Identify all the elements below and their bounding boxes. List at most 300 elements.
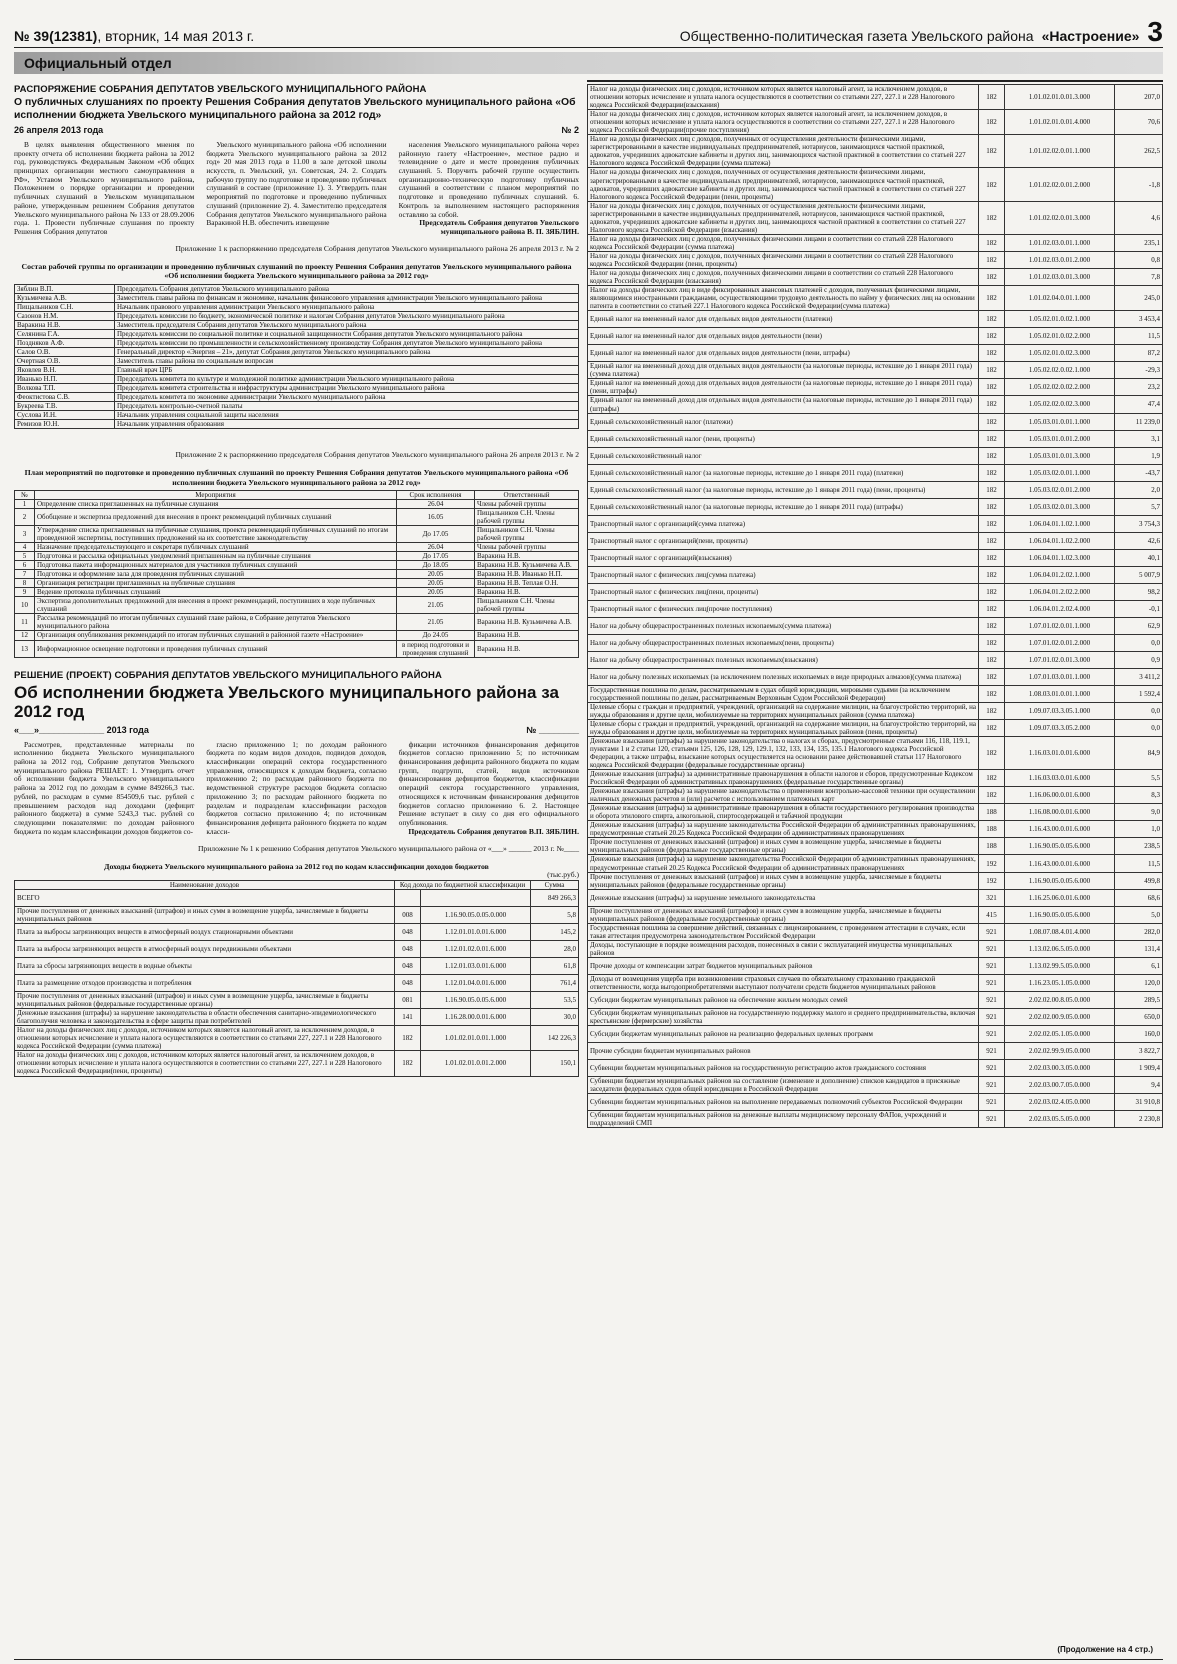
revenue-sum: 5,8 bbox=[531, 906, 579, 923]
admin-code: 141 bbox=[395, 1009, 421, 1026]
admin-code: 182 bbox=[979, 345, 1005, 362]
revenue-name: Денежные взыскания (штрафы) за нарушение законодательства о применении контрольно-кассовой техники при осуществлении наличных денежных расчетов и (или) расчетов с использованием платежных карт bbox=[588, 787, 979, 804]
revenue-code: 1.16.90.05.0.05.0.000 bbox=[421, 906, 531, 923]
revenue-sum: 3 453,4 bbox=[1115, 311, 1163, 328]
plan-deadline: 20.05 bbox=[397, 579, 475, 588]
member-name: Букреева Т.В. bbox=[15, 402, 115, 411]
admin-code: 182 bbox=[979, 464, 1005, 481]
revenue-sum: 40,1 bbox=[1115, 549, 1163, 566]
member-name: Кузьмичева А.В. bbox=[15, 293, 115, 302]
plan-responsible: Варакина Н.В. bbox=[475, 552, 579, 561]
member-row bbox=[15, 402, 579, 411]
revenue-code: 1.16.28.00.0.01.6.000 bbox=[421, 1009, 531, 1026]
member-row bbox=[15, 347, 579, 356]
revenue-name: Налог на доходы физических лиц с доходов, источником которых является налоговый агент, за исключением доходов, в отношении которых исчисление и уплата налога осуществляются в соответствии со статьями 227, 227.1 и 228 Налогового кодекса Российской Федерации (сумма платежа) bbox=[15, 1026, 395, 1051]
revenue-sum: 0,0 bbox=[1115, 702, 1163, 719]
revenue-name: Единый налог на вмененный налог для отдельных видов деятельности (пени) bbox=[588, 328, 979, 345]
revenue-code: 1.12.01.03.0.01.6.000 bbox=[421, 958, 531, 975]
revenue-code: 1.01.02.03.0.01.1.000 bbox=[1005, 234, 1115, 251]
revenue-sum: 150,1 bbox=[531, 1051, 579, 1076]
revenue-sum: 5 007,9 bbox=[1115, 566, 1163, 583]
revenue-name: Целевые сборы с граждан и предприятий, учреждений, организаций на содержание милиции, на благоустройство территорий, на нужды образования и другие цели, мобилизуемые на территориях муниципальных районов (пени, проценты) bbox=[588, 719, 979, 736]
revenue-code: 1.07.01.02.0.01.1.000 bbox=[1005, 617, 1115, 634]
plan-num: 2 bbox=[15, 508, 35, 525]
revenue-sum: -1,8 bbox=[1115, 168, 1163, 201]
admin-code: 182 bbox=[979, 702, 1005, 719]
revenue-name: Налог на добычу общераспространенных полезных ископаемых(сумма платежа) bbox=[588, 617, 979, 634]
order-col-1 bbox=[14, 141, 194, 238]
decision-col-1 bbox=[14, 741, 194, 837]
revenue-sum: 131,4 bbox=[1115, 940, 1163, 957]
revenue-code: 1.12.01.04.0.01.6.000 bbox=[421, 975, 531, 992]
plan-deadline: До 18.05 bbox=[397, 561, 475, 570]
revenue-code: 1.01.02.01.0.01.3.000 bbox=[1005, 85, 1115, 110]
plan-num: 13 bbox=[15, 640, 35, 657]
decision-kicker: РЕШЕНИЕ (ПРОЕКТ) СОБРАНИЯ ДЕПУТАТОВ УВЕЛЬСКОГО МУНИЦИПАЛЬНОГО РАЙОНА bbox=[14, 669, 442, 681]
member-row bbox=[15, 411, 579, 420]
order-date: 26 апреля 2013 года bbox=[14, 125, 104, 136]
plan-num: 10 bbox=[15, 597, 35, 614]
member-row bbox=[15, 393, 579, 402]
working-group-table bbox=[14, 284, 579, 430]
revenue-code: 1.01.02.02.0.01.1.000 bbox=[1005, 135, 1115, 168]
revenue-row bbox=[588, 1009, 1163, 1026]
admin-code: 182 bbox=[979, 787, 1005, 804]
plan-event: Организация опубликования рекомендаций по итогам публичных слушаний в районной газете «Настроение» bbox=[35, 631, 397, 640]
member-row bbox=[15, 357, 579, 366]
revenue-sum: 238,5 bbox=[1115, 838, 1163, 855]
issue-date: , вторник, 14 мая 2013 г. bbox=[97, 28, 255, 44]
admin-code: 182 bbox=[979, 328, 1005, 345]
appendix1-title: Состав рабочей группы по организации и проведению публичных слушаний по проекту Решения Собрания депутатов Увельского муниципального района «Об исполнении бюджета Увельского муниципального района за 2012 год» bbox=[21, 262, 572, 281]
revenue-sum: -43,7 bbox=[1115, 464, 1163, 481]
decision-date: «___»_____________ 2013 года bbox=[14, 724, 149, 735]
revenue-name: Субвенции бюджетам муниципальных районов на государственную регистрацию актов гражданского состояния bbox=[588, 1060, 979, 1077]
admin-code: 182 bbox=[979, 110, 1005, 135]
revenue-row bbox=[588, 957, 1163, 974]
admin-code: 188 bbox=[979, 821, 1005, 838]
plan-row bbox=[15, 499, 579, 508]
member-position: Начальник управления социальной защиты населения bbox=[115, 411, 579, 420]
revenue-code: 1.16.06.00.0.01.6.000 bbox=[1005, 787, 1115, 804]
member-row bbox=[15, 366, 579, 375]
revenue-code: 1.01.02.02.0.01.3.000 bbox=[1005, 201, 1115, 234]
plan-row bbox=[15, 561, 579, 570]
decision-number: № ________ bbox=[526, 724, 579, 735]
admin-code: 921 bbox=[979, 1094, 1005, 1111]
member-row bbox=[15, 384, 579, 393]
revenue-sum: 9,4 bbox=[1115, 1077, 1163, 1094]
admin-code: 921 bbox=[979, 923, 1005, 940]
member-position: Председатель комитета по экономике администрации Увельского муниципального района bbox=[115, 393, 579, 402]
plan-event: Организация регистрации приглашенных на публичные слушания bbox=[35, 579, 397, 588]
plan-row bbox=[15, 614, 579, 631]
revenue-name: Налог на доходы физических лиц с доходов, полученных от осуществления деятельности физическими лицами, зарегистрированными в качестве индивидуальных предпринимателей, нотариусов, занимающихся частной практикой, адвокатов, учредивших адвокатские кабинеты и других лиц, занимающихся частной практикой в соответствии со статьей 227 Налогового кодекса Российской Федерации (пени, проценты) bbox=[588, 168, 979, 201]
revenue-code: 1.01.02.01.0.01.1.000 bbox=[421, 1026, 531, 1051]
plan-event: Подготовка и оформление зала для проведения публичных слушаний bbox=[35, 570, 397, 579]
revenue-name: Субвенции бюджетам муниципальных районов на денежные выплаты медицинскому персоналу ФАПов, учреждений и подразделений СМП bbox=[588, 1111, 979, 1128]
revenue-code: 1.16.43.00.0.01.6.000 bbox=[1005, 821, 1115, 838]
order-col-2 bbox=[206, 141, 386, 238]
issue-info bbox=[14, 28, 254, 45]
revenue-row bbox=[588, 110, 1163, 135]
revenue-row bbox=[588, 736, 1163, 769]
admin-code: 321 bbox=[979, 889, 1005, 906]
revenue-table-left bbox=[14, 880, 579, 1077]
total-blank-2 bbox=[421, 889, 531, 906]
admin-code: 415 bbox=[979, 906, 1005, 923]
plan-responsible: Варакина Н.В. Кузьмичева А.В. bbox=[475, 561, 579, 570]
revenue-code: 1.01.02.04.0.01.1.000 bbox=[1005, 286, 1115, 311]
plan-num: 4 bbox=[15, 542, 35, 551]
revenue-code: 2.02.02.00.9.05.0.000 bbox=[1005, 1009, 1115, 1026]
appendix1-heading: Приложение 1 к распоряжению председателя Собрания депутатов Увельского муниципального района 26 апреля 2013 г. № 2 bbox=[175, 244, 579, 254]
revenue-name: Налог на добычу общераспространенных полезных ископаемых(взыскания) bbox=[588, 651, 979, 668]
revenue-sum: 1,9 bbox=[1115, 447, 1163, 464]
revenue-code: 1.09.07.03.3.05.1.000 bbox=[1005, 702, 1115, 719]
revenue-row bbox=[588, 1043, 1163, 1060]
revenue-sum: 0,8 bbox=[1115, 251, 1163, 268]
revenue-sum: 23,2 bbox=[1115, 379, 1163, 396]
revenue-header-sum: Сумма bbox=[531, 880, 579, 889]
revenue-code: 1.05.02.01.0.02.1.000 bbox=[1005, 311, 1115, 328]
revenue-code: 1.09.07.03.3.05.2.000 bbox=[1005, 719, 1115, 736]
revenue-name: Денежные взыскания (штрафы) за нарушение законодательства о налогах и сборах, предусмотренные статьями 116, 118, 119.1, пунктами 1 и 2 статьи 120, статьями 125, 126, 128, 129, 129.1, 132, 133, 134, 135, 135.1 Налогового кодекса Российской Федерации, а также штрафы, взыскание которых осуществляется на основании ранее действовавшей статьи 117 Налогового кодекса Российской Федерации (федеральные государственные органы) bbox=[588, 736, 979, 769]
admin-code: 921 bbox=[979, 1111, 1005, 1128]
revenue-row bbox=[588, 617, 1163, 634]
revenue-header-name: Наименование доходов bbox=[15, 880, 395, 889]
admin-code: 182 bbox=[979, 668, 1005, 685]
bottom-rule bbox=[14, 1659, 1163, 1660]
revenue-name: Единый налог на вмененный доход для отдельных видов деятельности (за налоговые периоды, истекшие до 1 января 2011 года) (штрафы) bbox=[588, 396, 979, 413]
revenue-row bbox=[588, 719, 1163, 736]
plan-responsible: Пищальников С.Н. Члены рабочей группы bbox=[475, 525, 579, 542]
revenue-code: 1.07.01.02.0.01.3.000 bbox=[1005, 651, 1115, 668]
revenue-row bbox=[15, 992, 579, 1009]
revenue-code: 2.02.02.00.8.05.0.000 bbox=[1005, 992, 1115, 1009]
section-title: Официальный отдел bbox=[14, 52, 1163, 74]
member-name: Суслова И.Н. bbox=[15, 411, 115, 420]
revenue-sum: 1 909,4 bbox=[1115, 1060, 1163, 1077]
admin-code: 182 bbox=[979, 549, 1005, 566]
plan-responsible: Варакина Н.В. Теплая О.Н. bbox=[475, 579, 579, 588]
revenue-name: Доходы, поступающие в порядке возмещения расходов, понесенных в связи с эксплуатацией имущества муниципальных районов bbox=[588, 940, 979, 957]
revenue-sum: 0,9 bbox=[1115, 651, 1163, 668]
order-title: О публичных слушаниях по проекту Решения Собрания депутатов Увельского муниципального района «Об исполнении бюджета Увельского муниципального района за 2012 год» bbox=[14, 97, 576, 121]
revenue-code: 1.12.01.01.0.01.6.000 bbox=[421, 924, 531, 941]
plan-responsible: Пищальников С.Н. Члены рабочей группы bbox=[475, 597, 579, 614]
revenue-name: Единый сельскохозяйственный налог (за налоговые периоды, истекшие до 1 января 2011 года) (пени, проценты) bbox=[588, 481, 979, 498]
admin-code: 182 bbox=[979, 135, 1005, 168]
revenue-sum: 9,0 bbox=[1115, 804, 1163, 821]
revenue-sum: 5,5 bbox=[1115, 770, 1163, 787]
revenue-sum: 235,1 bbox=[1115, 234, 1163, 251]
revenue-code: 1.16.90.05.0.05.6.000 bbox=[1005, 838, 1115, 855]
plan-responsible: Члены рабочей группы bbox=[475, 542, 579, 551]
admin-code: 182 bbox=[979, 736, 1005, 769]
revenue-code: 1.16.25.06.0.01.6.000 bbox=[1005, 889, 1115, 906]
revenue-code: 1.08.03.01.0.01.1.000 bbox=[1005, 685, 1115, 702]
plan-num: 9 bbox=[15, 588, 35, 597]
plan-deadline: 26.04 bbox=[397, 542, 475, 551]
revenue-row bbox=[588, 396, 1163, 413]
order-text-3: населения Увельского муниципального района через районную газету «Настроение», местное радио и телевидение о дате и месте проведения публичных слушаний. 5. Поручить рабочей группе осуществить организационно-техническую подготовку публичных слушаний в соответствии с планом мероприятий по подготовке и проведению публичных слушаний. 6. Контроль за выполнением настоящего распоряжения оставляю за собой. bbox=[398, 139, 579, 219]
admin-code: 182 bbox=[979, 566, 1005, 583]
plan-num: 7 bbox=[15, 570, 35, 579]
revenue-code: 1.05.03.02.0.01.3.000 bbox=[1005, 498, 1115, 515]
revenue-header-code: Код дохода по бюджетной классификации bbox=[395, 880, 531, 889]
revenue-code: 1.05.02.02.0.02.2.000 bbox=[1005, 379, 1115, 396]
revenue-row bbox=[588, 1111, 1163, 1128]
revenue-code: 1.12.01.02.0.01.6.000 bbox=[421, 941, 531, 958]
revenue-name: Денежные взыскания (штрафы) за административные правонарушения в области государственного регулирования производства и оборота этилового спирта, алкогольной, спиртосодержащей и табачной продукции bbox=[588, 804, 979, 821]
revenue-row bbox=[15, 941, 579, 958]
revenue-name: Единый налог на вмененный доход для отдельных видов деятельности (за налоговые периоды, истекшие до 1 января 2011 года) (сумма платежа) bbox=[588, 362, 979, 379]
revenue-code: 1.05.03.02.0.01.1.000 bbox=[1005, 464, 1115, 481]
revenue-sum: 47,4 bbox=[1115, 396, 1163, 413]
revenue-name: Прочие поступления от денежных взысканий (штрафов) и иных сумм в возмещение ущерба, зачисляемые в бюджеты муниципальных районов (федеральные государственные органы) bbox=[588, 872, 979, 889]
admin-code: 182 bbox=[979, 269, 1005, 286]
order-text-2: Увельского муниципального района «Об исполнении бюджета Увельского муниципального района за 2012 год» 20 мая 2013 года в 11.00 в зале детской школы искусств, п. Увельский, ул. Советская, 24. 2. Создать рабочую группу по подготовке и проведению публичных слушаний в составе (приложение 1). 3. Утвердить план мероприятий по подготовке и проведению публичных слушаний (приложение 2). 4. Заместителю председателя Собрания депутатов Увельского муниципального района Варакиной Н.В. обеспечить извещение bbox=[206, 139, 387, 228]
revenue-row bbox=[588, 251, 1163, 268]
plan-row bbox=[15, 525, 579, 542]
revenue-row bbox=[588, 787, 1163, 804]
member-row bbox=[15, 284, 579, 293]
admin-code: 921 bbox=[979, 1009, 1005, 1026]
paper-title bbox=[680, 18, 1163, 46]
revenue-row bbox=[588, 515, 1163, 532]
revenue-name: Денежные взыскания (штрафы) за нарушение земельного законодательства bbox=[588, 889, 979, 906]
revenue-row bbox=[588, 269, 1163, 286]
revenue-row bbox=[588, 1060, 1163, 1077]
revenue-code: 1.05.03.02.0.01.2.000 bbox=[1005, 481, 1115, 498]
member-position: Председатель комиссии по социальной политике и социальной защищенности Собрания депутатов Увельского муниципального района bbox=[115, 329, 579, 338]
revenue-row bbox=[588, 345, 1163, 362]
admin-code: 182 bbox=[979, 651, 1005, 668]
revenue-name: Денежные взыскания (штрафы) за нарушение законодательства Российской Федерации об административных правонарушениях, предусмотренные статьей 20.25 Кодекса Российской Федерации об административных правонарушениях bbox=[588, 821, 979, 838]
plan-responsible: Варакина Н.В. Кузьмичева А.В. bbox=[475, 614, 579, 631]
revenue-sum: 3 411,2 bbox=[1115, 668, 1163, 685]
page-number: 3 bbox=[1147, 16, 1163, 47]
revenue-code: 1.16.90.05.0.05.6.000 bbox=[1005, 872, 1115, 889]
revenue-name: Налог на доходы физических лиц с доходов, источником которых является налоговый агент, за исключением доходов, в отношении которых исчисление и уплата налога осуществляются в соответствии со статьями 227, 227.1 и 228 Налогового кодекса Российской Федерации(пени, проценты) bbox=[15, 1051, 395, 1076]
admin-code: 182 bbox=[395, 1026, 421, 1051]
revenue-name: Целевые сборы с граждан и предприятий, учреждений, организаций на содержание милиции, на благоустройство территорий, на нужды образования и другие цели, мобилизуемые на территориях муниципальных районов (сумма платежа) bbox=[588, 702, 979, 719]
plan-header-event: Мероприятия bbox=[35, 490, 397, 499]
revenue-name: Прочие субсидии бюджетам муниципальных районов bbox=[588, 1043, 979, 1060]
revenue-row bbox=[588, 1026, 1163, 1043]
right-top-rule bbox=[587, 80, 1163, 82]
revenue-sum: 87,2 bbox=[1115, 345, 1163, 362]
plan-deadline: До 24.05 bbox=[397, 631, 475, 640]
member-row bbox=[15, 375, 579, 384]
plan-num: 3 bbox=[15, 525, 35, 542]
admin-code: 048 bbox=[395, 975, 421, 992]
member-name: Иванько Н.П. bbox=[15, 375, 115, 384]
admin-code: 182 bbox=[979, 430, 1005, 447]
plan-event: Утверждение списка приглашенных на публичные слушания, проекта рекомендаций публичных слушаний по итогам проведенной экспертизы, поступивших предложений на их соответствие законодательству bbox=[35, 525, 397, 542]
revenue-sum: 61,8 bbox=[531, 958, 579, 975]
order-kicker: РАСПОРЯЖЕНИЕ СОБРАНИЯ ДЕПУТАТОВ УВЕЛЬСКОГО МУНИЦИПАЛЬНОГО РАЙОНА bbox=[14, 84, 427, 95]
revenue-row bbox=[588, 923, 1163, 940]
plan-event: Подготовка и рассылка официальных уведомлений приглашенным на публичные слушания bbox=[35, 552, 397, 561]
admin-code: 182 bbox=[979, 685, 1005, 702]
revenue-sum: 1,0 bbox=[1115, 821, 1163, 838]
revenue-name: Налог на доходы физических лиц с доходов, полученных физическими лицами в соответствии со статьей 228 Налогового кодекса Российской Федерации (пени, проценты) bbox=[588, 251, 979, 268]
member-row bbox=[15, 320, 579, 329]
revenue-code: 1.05.03.01.0.01.2.000 bbox=[1005, 430, 1115, 447]
revenue-row bbox=[588, 328, 1163, 345]
revenue-row bbox=[588, 168, 1163, 201]
member-position: Заместитель главы района по социальным вопросам bbox=[115, 357, 579, 366]
revenue-sum: 2,0 bbox=[1115, 481, 1163, 498]
plan-responsible: Варакина Н.В. bbox=[475, 631, 579, 640]
revenue-row bbox=[588, 906, 1163, 923]
revenue-sum: 53,5 bbox=[531, 992, 579, 1009]
plan-event: Экспертиза дополнительных предложений для внесения в проект рекомендаций, поступивших в ходе публичных слушаний bbox=[35, 597, 397, 614]
revenue-name: Плата за сбросы загрязняющих веществ в водные объекты bbox=[15, 958, 395, 975]
member-row bbox=[15, 338, 579, 347]
plan-row bbox=[15, 552, 579, 561]
admin-code: 182 bbox=[979, 286, 1005, 311]
plan-responsible: Члены рабочей группы bbox=[475, 499, 579, 508]
revenue-sum: 142 226,3 bbox=[531, 1026, 579, 1051]
revenue-name: Субвенции бюджетам муниципальных районов на выполнение передаваемых полномочий субъектов Российской Федерации bbox=[588, 1094, 979, 1111]
plan-deadline: в период подготовки и проведения слушаний bbox=[397, 640, 475, 657]
admin-code: 182 bbox=[979, 447, 1005, 464]
admin-code: 081 bbox=[395, 992, 421, 1009]
plan-deadline: 21.05 bbox=[397, 614, 475, 631]
order-signature: Председатель Собрания депутатов Увельского муниципального района В. П. ЗЯБЛИН. bbox=[419, 218, 579, 237]
admin-code: 182 bbox=[979, 362, 1005, 379]
member-name: Сазонов Н.М. bbox=[15, 311, 115, 320]
revenue-row bbox=[15, 1009, 579, 1026]
revenue-sum: 11 239,0 bbox=[1115, 413, 1163, 430]
revenue-name: Налог на доходы физических лиц с доходов, источником которых является налоговый агент, за исключением доходов, в отношении которых исчисление и уплата налога осуществляются в соответствии со статьями 227, 227.1 и 228 Налогового кодекса Российской Федерации(взыскания) bbox=[588, 85, 979, 110]
order-col-3 bbox=[399, 141, 579, 238]
revenue-sum: 245,0 bbox=[1115, 286, 1163, 311]
revenue-row bbox=[588, 311, 1163, 328]
admin-code: 048 bbox=[395, 958, 421, 975]
revenue-row bbox=[15, 1051, 579, 1076]
revenue-row bbox=[588, 464, 1163, 481]
decision-text-1: Рассмотрев, представленные материалы по исполнению бюджета Увельского муниципального района за 2012 год, Собрание депутатов Увельского муниципального района РЕШАЕТ: 1. Утвердить отчет об исполнении бюджета Увельского муниципального района за 2012 год по доходам в сумме 849266,3 тыс. рублей, по расходам в сумме 854509,6 тыс. рублей с превышением расходов над доходами (дефицит районного бюджета) в сумме 5243,3 тыс. рублей со следующими показателями: по доходам районного бюджета по кодам классификации доходов бюджетов со- bbox=[14, 739, 195, 836]
revenue-row bbox=[588, 85, 1163, 110]
revenue-sum: 4,6 bbox=[1115, 201, 1163, 234]
revenue-row bbox=[588, 135, 1163, 168]
revenue-name: Государственная пошлина за совершение действий, связанных с лицензированием, с проведением аттестации в случаях, если такая аттестация предусмотрена законодательством Российской Федерации bbox=[588, 923, 979, 940]
member-name: Салов О.В. bbox=[15, 347, 115, 356]
revenue-sum: 120,0 bbox=[1115, 974, 1163, 991]
revenue-name: Субсидии бюджетам муниципальных районов на реализацию федеральных целевых программ bbox=[588, 1026, 979, 1043]
plan-header-deadline: Срок исполнения bbox=[397, 490, 475, 499]
revenue-code: 1.05.02.01.0.02.3.000 bbox=[1005, 345, 1115, 362]
member-name: Варакина Н.В. bbox=[15, 320, 115, 329]
plan-num: 8 bbox=[15, 579, 35, 588]
revenue-row bbox=[588, 532, 1163, 549]
revenue-row bbox=[588, 855, 1163, 872]
admin-code: 182 bbox=[979, 251, 1005, 268]
admin-code: 188 bbox=[979, 804, 1005, 821]
order-number: № 2 bbox=[561, 125, 579, 136]
plan-header-responsible: Ответственный bbox=[475, 490, 579, 499]
revenue-code: 1.01.02.03.0.01.2.000 bbox=[1005, 251, 1115, 268]
revenue-code: 1.13.02.99.5.05.0.000 bbox=[1005, 957, 1115, 974]
revenue-row bbox=[15, 906, 579, 923]
member-position: Председатель контрольно-счетной палаты bbox=[115, 402, 579, 411]
revenue-code: 1.07.01.02.0.01.2.000 bbox=[1005, 634, 1115, 651]
revenue-code: 1.16.90.05.0.05.6.000 bbox=[1005, 906, 1115, 923]
revenue-row bbox=[588, 651, 1163, 668]
plan-event: Подготовка пакета информационных материалов для участников публичных слушаний bbox=[35, 561, 397, 570]
decision-col-3 bbox=[399, 741, 579, 837]
member-position: Начальник управления образования bbox=[115, 420, 579, 429]
revenue-code: 1.06.04.01.2.02.1.000 bbox=[1005, 566, 1115, 583]
plan-event: Назначение председательствующего и секретаря публичных слушаний bbox=[35, 542, 397, 551]
revenue-sum: 650,0 bbox=[1115, 1009, 1163, 1026]
admin-code: 182 bbox=[395, 1051, 421, 1076]
member-position: Председатель комиссии по промышленности и сельскохозяйственному производству Собрания депутатов Увельского муниципального района bbox=[115, 338, 579, 347]
revenue-code: 1.05.03.01.0.01.3.000 bbox=[1005, 447, 1115, 464]
revenue-code: 1.06.04.01.2.02.4.000 bbox=[1005, 600, 1115, 617]
revenue-code: 1.05.02.01.0.02.2.000 bbox=[1005, 328, 1115, 345]
revenue-sum: 6,1 bbox=[1115, 957, 1163, 974]
masthead bbox=[14, 18, 1163, 48]
revenue-name: Транспортный налог с организаций(пени, проценты) bbox=[588, 532, 979, 549]
revenue-name: Единый сельскохозяйственный налог (пени, проценты) bbox=[588, 430, 979, 447]
revenue-sum: 42,6 bbox=[1115, 532, 1163, 549]
revenue-code: 1.16.03.01.0.01.6.000 bbox=[1005, 736, 1115, 769]
revenue-sum: 0,0 bbox=[1115, 719, 1163, 736]
revenue-row bbox=[588, 974, 1163, 991]
revenue-row bbox=[588, 379, 1163, 396]
admin-code: 182 bbox=[979, 201, 1005, 234]
right-column bbox=[587, 80, 1163, 1128]
revenue-sum: 70,6 bbox=[1115, 110, 1163, 135]
units-label: (тыс.руб.) bbox=[547, 869, 579, 879]
revenue-table-right bbox=[587, 84, 1163, 1128]
revenue-sum: 5,0 bbox=[1115, 906, 1163, 923]
plan-deadline: 16.05 bbox=[397, 508, 475, 525]
revenue-sum: 62,9 bbox=[1115, 617, 1163, 634]
admin-code: 048 bbox=[395, 941, 421, 958]
revenue-name: Налог на доходы физических лиц с доходов, полученных от осуществления деятельности физическими лицами, зарегистрированными в качестве индивидуальных предпринимателей, нотариусов, занимающихся частной практикой, адвокатов, учредивших адвокатские кабинеты и других лиц, занимающихся частной практикой в соответствии со статьей 227 Налогового кодекса Российской Федерации (взыскания) bbox=[588, 201, 979, 234]
admin-code: 048 bbox=[395, 924, 421, 941]
revenue-name: Плата за выбросы загрязняющих веществ в атмосферный воздух стационарными объектами bbox=[15, 924, 395, 941]
revenue-code: 1.16.90.05.0.05.6.000 bbox=[421, 992, 531, 1009]
revenue-sum: 7,8 bbox=[1115, 269, 1163, 286]
plan-event: Информационное освещение подготовки и проведения публичных слушаний bbox=[35, 640, 397, 657]
revenue-name: Единый налог на вмененный доход для отдельных видов деятельности (за налоговые периоды, истекшие до 1 января 2011 года) (пени, штрафы) bbox=[588, 379, 979, 396]
revenue-sum: 3,1 bbox=[1115, 430, 1163, 447]
revenue-sum: 207,0 bbox=[1115, 85, 1163, 110]
admin-code: 182 bbox=[979, 532, 1005, 549]
appendix2-title: План мероприятий по подготовке и проведению публичных слушаний по проекту Решения Собрания депутатов Увельского муниципального района «Об исполнении бюджета Увельского муниципального района за 2012 год» bbox=[24, 468, 569, 487]
admin-code: 182 bbox=[979, 85, 1005, 110]
decision-signature: Председатель Собрания депутатов В.П. ЗЯБЛИН. bbox=[408, 826, 579, 836]
revenue-code: 1.05.02.02.0.02.3.000 bbox=[1005, 396, 1115, 413]
revenue-sum: 98,2 bbox=[1115, 583, 1163, 600]
revenue-name: Транспортный налог с физических лиц(сумма платежа) bbox=[588, 566, 979, 583]
content-columns bbox=[14, 80, 1163, 1128]
revenue-name: Субсидии бюджетам муниципальных районов на обеспечение жильем молодых семей bbox=[588, 992, 979, 1009]
revenue-name: Транспортный налог с физических лиц(прочие поступления) bbox=[588, 600, 979, 617]
revenue-name: Плата за выбросы загрязняющих веществ в атмосферный воздух передвижными объектами bbox=[15, 941, 395, 958]
revenue-code: 1.16.08.00.0.01.6.000 bbox=[1005, 804, 1115, 821]
revenue-code: 2.02.03.00.3.05.0.000 bbox=[1005, 1060, 1115, 1077]
revenue-sum: 499,8 bbox=[1115, 872, 1163, 889]
revenue-name: Денежные взыскания (штрафы) за административные правонарушения в области налогов и сборов, предусмотренные Кодексом Российской Федерации об административных правонарушениях (федеральные государственные органы) bbox=[588, 770, 979, 787]
